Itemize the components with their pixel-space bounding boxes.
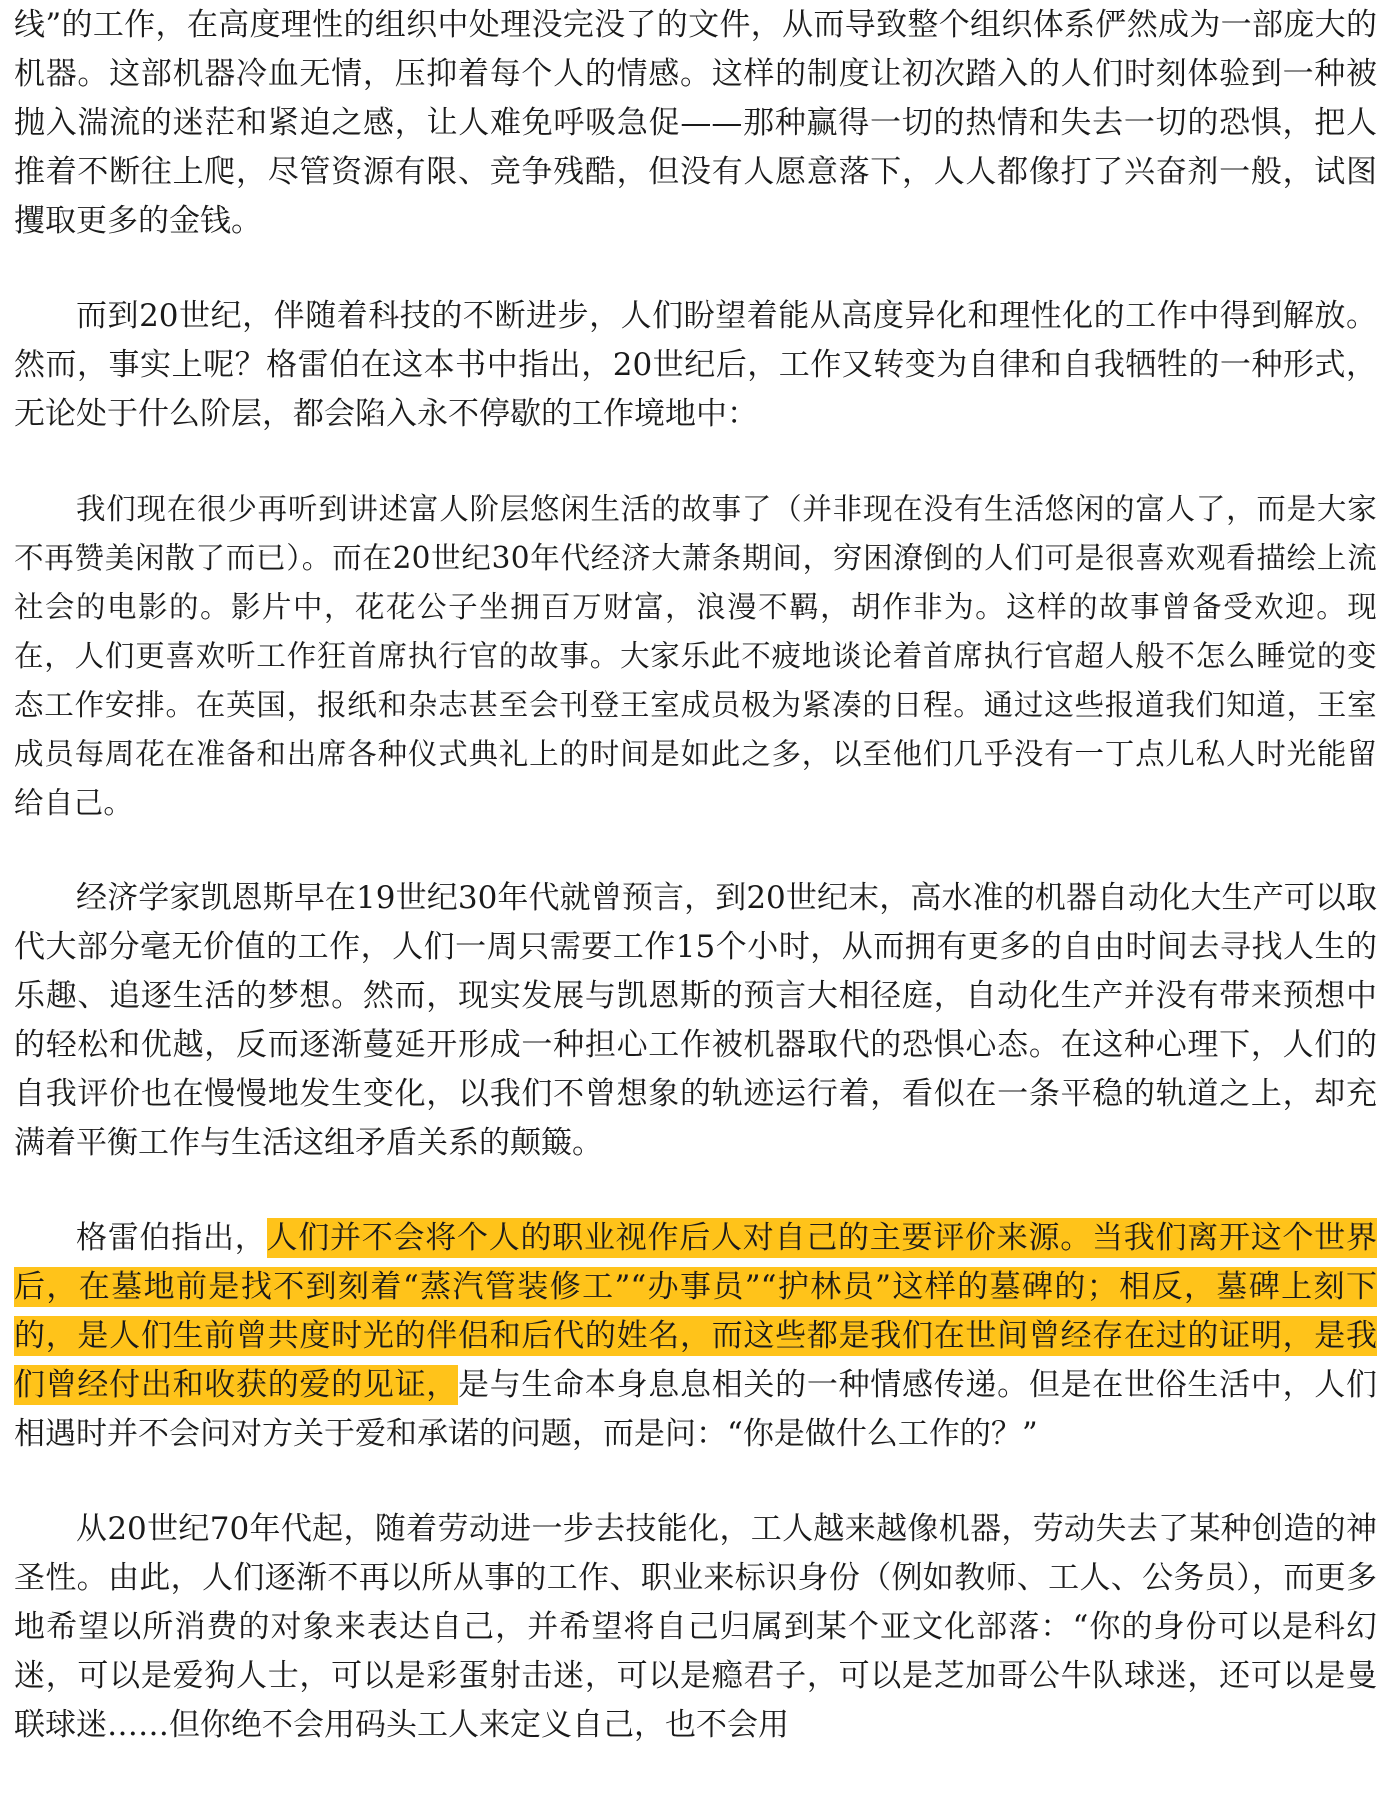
paragraph-graeber-tombstone <box>14 1214 1377 1459</box>
highlighted-passage: 人们并不会将个人的职业视作后人对自己的主要评价来源。当我们离开这个世界后，在墓地前是找不到刻着“蒸汽管装修工”“办事员”“护林员”这样的墓碑的；相反，墓碑上刻下的，是人们生前曾共度时光的伴侣和后代的姓名，而这些都是我们在世间曾经存在过的证明，是我们曾经付出和收获的爱的见证， <box>14 1220 1377 1403</box>
block-quote-leisure-class: 我们现在很少再听到讲述富人阶层悠闲生活的故事了（并非现在没有生活悠闲的富人了，而是大家不再赞美闲散了而已）。而在20世纪30年代经济大萧条期间，穷困潦倒的人们可是很喜欢观看描绘上流社会的电影的。影片中，花花公子坐拥百万财富，浪漫不羁，胡作非为。这样的故事曾备受欢迎。现在，人们更喜欢听工作狂首席执行官的故事。大家乐此不疲地谈论着首席执行官超人般不怎么睡觉的变态工作安排。在英国，报纸和杂志甚至会刊登王室成员极为紧凑的日程。通过这些报道我们知道，王室成员每周花在准备和出席各种仪式典礼上的时间是如此之多，以至他们几乎没有一丁点儿私人时光能留给自己。 <box>14 492 1377 820</box>
paragraph-keynes-prediction: 经济学家凯恩斯早在19世纪30年代就曾预言，到20世纪末，高水准的机器自动化大生产可以取代大部分毫无价值的工作，人们一周只需要工作15个小时，从而拥有更多的自由时间去寻找人生的乐趣、追逐生活的梦想。然而，现实发展与凯恩斯的预言大相径庭，自动化生产并没有带来预想中的轻松和优越，反而逐渐蔓延开形成一种担心工作被机器取代的恐惧心态。在这种心理下，人们的自我评价也在慢慢地发生变化，以我们不曾想象的轨迹运行着，看似在一条平稳的轨道之上，却充满着平衡工作与生活这组矛盾关系的颠簸。 <box>14 880 1377 1161</box>
paragraph-lead-text: 格雷伯指出， <box>76 1220 267 1256</box>
paragraph-20th-century-work: 而到20世纪，伴随着科技的不断进步，人们盼望着能从高度异化和理性化的工作中得到解放。然而，事实上呢？格雷伯在这本书中指出，20世纪后，工作又转变为自律和自我牺牲的一种形式，无论处于什么阶层，都会陷入永不停歇的工作境地中： <box>14 298 1377 432</box>
paragraph-bureaucracy-machine: 线”的工作，在高度理性的组织中处理没完没了的文件，从而导致整个组织体系俨然成为一部庞大的机器。这部机器冷血无情，压抑着每个人的情感。这样的制度让初次踏入的人们时刻体验到一种被抛入湍流的迷茫和紧迫之感，让人难免呼吸急促——那种赢得一切的热情和失去一切的恐惧，把人推着不断往上爬，尽管资源有限、竞争残酷，但没有人愿意落下，人人都像打了兴奋剂一般，试图攫取更多的金钱。 <box>14 7 1377 239</box>
document-page <box>14 0 1377 1750</box>
paragraph-tail-text: 是与生命本身息息相关的一种情感传递。但是在世俗生活中，人们相遇时并不会问对方关于爱和承诺的问题，而是问：“你是做什么工作的？” <box>14 1367 1377 1452</box>
paragraph-consumer-identity: 从20世纪70年代起，随着劳动进一步去技能化，工人越来越像机器，劳动失去了某种创造的神圣性。由此，人们逐渐不再以所从事的工作、职业来标识身份（例如教师、工人、公务员），而更多地希望以所消费的对象来表达自己，并希望将自己归属到某个亚文化部落：“你的身份可以是科幻迷，可以是爱狗人士，可以是彩蛋射击迷，可以是瘾君子，可以是芝加哥公牛队球迷，还可以是曼联球迷……但你绝不会用码头工人来定义自己，也不会用 <box>14 1511 1377 1743</box>
